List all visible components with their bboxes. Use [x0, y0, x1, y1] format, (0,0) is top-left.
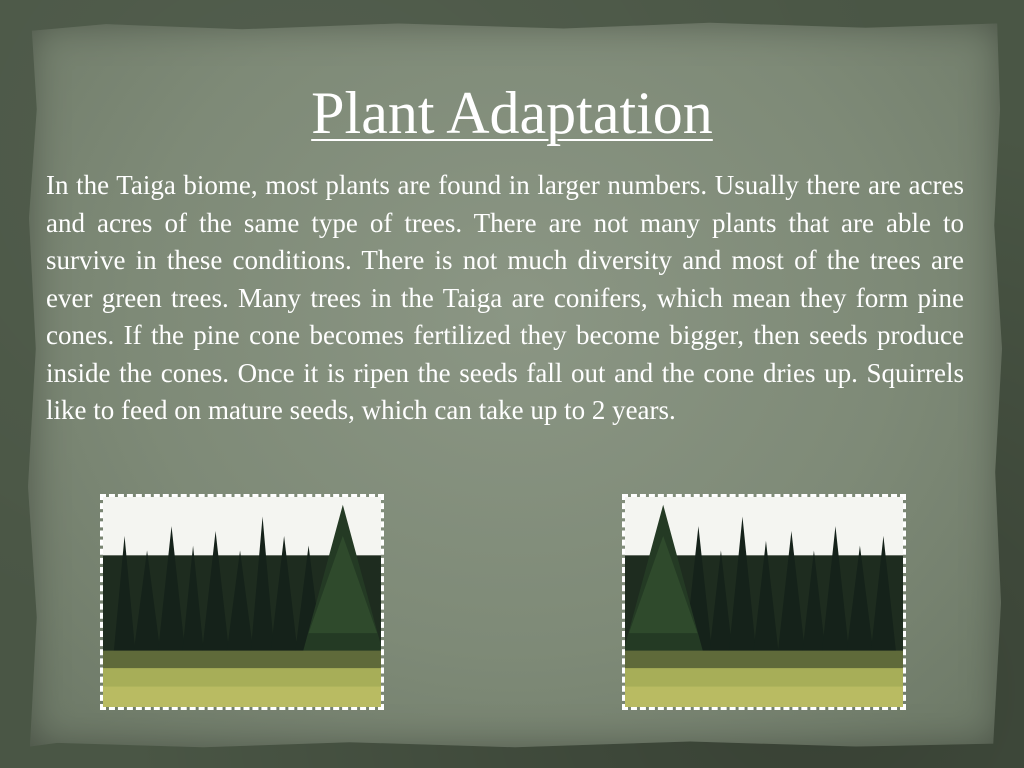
slide-title-text: Plant Adaptation [311, 80, 713, 146]
slide-body-text: In the Taiga biome, most plants are found in larger numbers. Usually there are acres and acres of the same type of trees. There are not many plants that are able to survive in these conditions. There is not much diversity and most of the trees are ever green trees. Many trees in the Taiga are conifers, which mean they form pine cones. If the pine cone becomes fertilized they become bigger, then seeds produce inside the cones. Once it is ripen the seeds fall out and the cone dries up. Squirrels like to feed on mature seeds, which can take up to 2 years. [46, 170, 964, 425]
forest-photo [625, 497, 903, 707]
taiga-forest-image-left [100, 494, 384, 710]
forest-photo [103, 497, 381, 707]
taiga-forest-image-right [622, 494, 906, 710]
slide-title [0, 78, 1024, 148]
